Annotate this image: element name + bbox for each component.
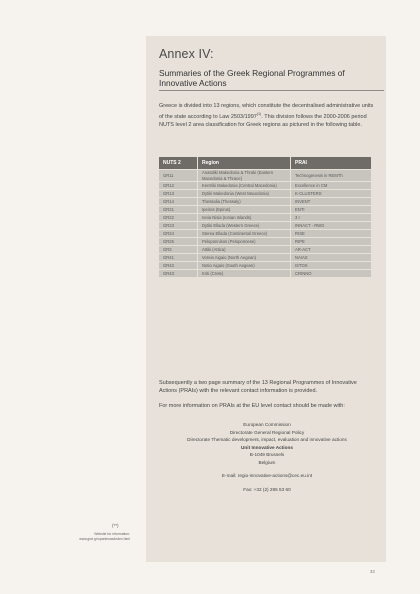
cell-region: Dytiki Ellada (Western Greece) [198, 222, 291, 230]
page-number: 33 [370, 569, 375, 574]
cell-prai: AR-ACT [291, 246, 372, 254]
footnote-url[interactable]: www.gsrt.gr/opanlnnas/index.html [79, 536, 130, 541]
cell-prai: K-CLUSTERS [291, 190, 372, 198]
contact-email[interactable]: E-mail: regio-innovative-actions@cec.eu.int [221, 473, 313, 478]
contact-country: Belgium [258, 459, 276, 465]
table-row [159, 246, 371, 254]
contact-street: B-1049 Brussels [249, 452, 285, 457]
footnote-text [60, 532, 130, 541]
cell-prai: INNACT - RWG [291, 222, 372, 230]
contact-block [159, 421, 375, 493]
footnote-reference: (1) [256, 112, 262, 116]
header-prai: PRAI [291, 157, 372, 170]
contact-org: European Commission [243, 422, 291, 427]
cell-nuts2: GR13 [159, 190, 198, 198]
cell-region: Kentriki Makedonia (Central Macedonia) [198, 182, 291, 190]
cell-nuts2: GR42 [159, 262, 198, 270]
cell-prai: 3 I [291, 214, 372, 222]
intro-text-before: Greece is divided into 13 regions, which constitute the decentralised administrative units of the state according to Law 2503/1997 [159, 103, 374, 120]
cell-prai: INVENT [291, 198, 372, 206]
table-row [159, 198, 371, 206]
contact-dg: Directorate General Regional Policy [229, 429, 305, 435]
cell-nuts2: GR11 [159, 170, 198, 182]
intro-paragraph [159, 102, 375, 129]
annex-title: Annex IV: [159, 47, 214, 61]
cell-region: Anatoliki Makedonia & Thraki (Eastern Macedonia & Thrace) [198, 170, 291, 182]
cell-region: Ionia Nisia (Ionian Islands) [198, 214, 291, 222]
cell-nuts2: GR24 [159, 230, 198, 238]
contact-directorate: Directorate Thematic development, impact, evaluation and innovative actions [187, 437, 347, 442]
cell-nuts2: GR3 [159, 246, 198, 254]
table-row [159, 262, 371, 270]
footnote-mark: (**) [112, 523, 119, 528]
cell-region: Kriti (Crete) [198, 270, 291, 278]
header-nuts2: NUTS 2 [159, 157, 198, 170]
table-row [159, 182, 371, 190]
eu-contact-paragraph: For more information on PRAIs at the EU level contact should be made with: [159, 403, 345, 409]
table-row [159, 170, 371, 182]
table-row [159, 270, 371, 278]
header-region: Region [198, 157, 291, 170]
cell-region: Sterea Ellada (Continental Greece) [198, 230, 291, 238]
table-header-row [159, 157, 371, 170]
contact-fax: Fax: +32 (2) 295 53 60 [243, 486, 291, 492]
cell-prai: RIPE [291, 238, 372, 246]
cell-region: Attiki (Attica) [198, 246, 291, 254]
table-row [159, 190, 371, 198]
cell-region: Dytiki Makedonia (West Macedonia) [198, 190, 291, 198]
cell-nuts2: GR12 [159, 182, 198, 190]
cell-region: Peloponnisos (Peloponnese) [198, 238, 291, 246]
footnote-line1: Website for information: [94, 532, 130, 536]
cell-region: Notio Aigaio (South Aegean) [198, 262, 291, 270]
summary-paragraph: Subsequently a two page summary of the 13 Regional Programmes of Innovative Actions (PRAIs) with the relevant contact information is provided. [159, 380, 357, 394]
cell-prai: ENTI [291, 206, 372, 214]
cell-prai: RISE [291, 230, 372, 238]
table-row [159, 230, 371, 238]
table-row [159, 206, 371, 214]
cell-nuts2: GR14 [159, 198, 198, 206]
regions-table [159, 157, 371, 277]
cell-nuts2: GR23 [159, 222, 198, 230]
table-row [159, 254, 371, 262]
intro-text-after: . This division follows the 2000-2006 period NUTS level 2 area classification for Greek regions as pictured in the following table. [159, 113, 367, 128]
cell-nuts2: GR41 [159, 254, 198, 262]
cell-nuts2: GR43 [159, 270, 198, 278]
table-row [159, 214, 371, 222]
cell-prai: CRINNO [291, 270, 372, 278]
cell-prai: Technogenesis in REMTh [291, 170, 372, 182]
cell-prai: ISTOS [291, 262, 372, 270]
cell-nuts2: GR22 [159, 214, 198, 222]
cell-nuts2: GR25 [159, 238, 198, 246]
cell-nuts2: GR21 [159, 206, 198, 214]
annex-subtitle: Summaries of the Greek Regional Programmes of Innovative Actions [159, 68, 345, 88]
title-divider [159, 90, 384, 91]
table-row [159, 222, 371, 230]
contact-unit: Unit Innovative Actions [241, 444, 293, 450]
cell-region: Voreio Aigaio (North Aegean) [198, 254, 291, 262]
table-row [159, 238, 371, 246]
cell-region: Thessalia (Thessaly) [198, 198, 291, 206]
cell-prai: Excellence in CM [291, 182, 372, 190]
cell-prai: NAIAS [291, 254, 372, 262]
cell-region: Ipeiros (Epirus) [198, 206, 291, 214]
